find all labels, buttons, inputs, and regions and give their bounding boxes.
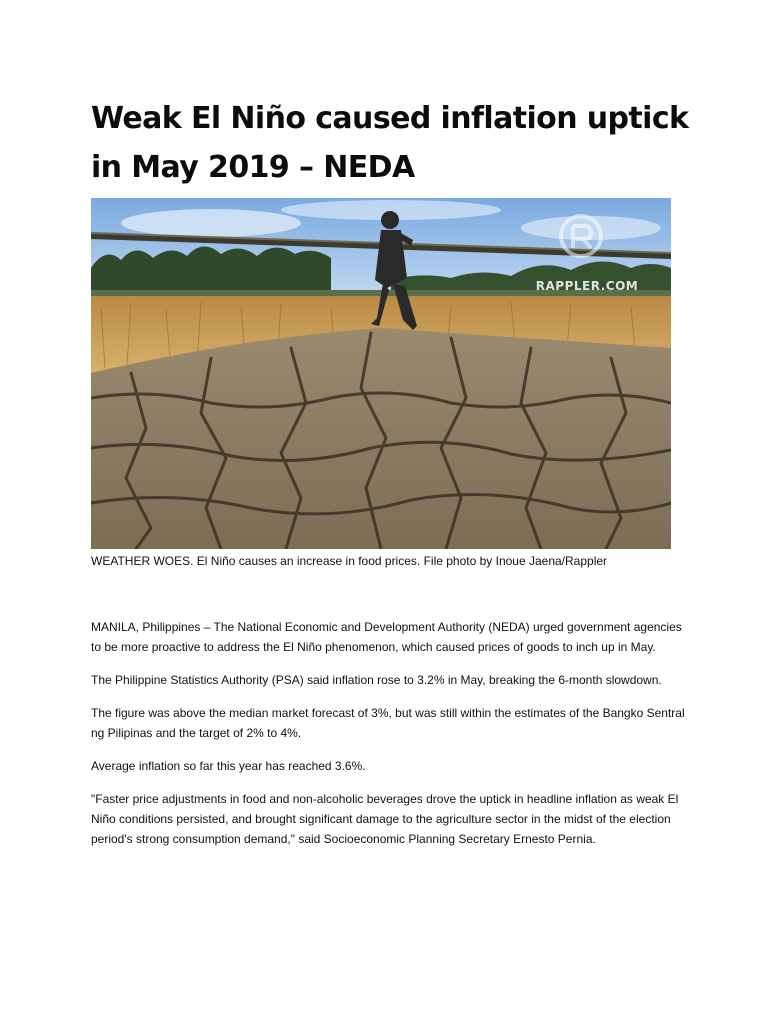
photo-caption: WEATHER WOES. El Niño causes an increase in food prices. File photo by Inoue Jaena/Rappler xyxy=(91,554,608,568)
article-paragraph: The figure was above the median market forecast of 3%, but was still within the estimates of the Bangko Sentral ng Pilipinas and the target of 2% to 4%. xyxy=(91,706,685,740)
article-paragraph: The Philippine Statistics Authority (PSA) said inflation rose to 3.2% in May, breaking the 6-month slowdown. xyxy=(91,673,662,687)
article-headline: Weak El Niño caused inflation uptick in May 2019 – NEDA xyxy=(91,101,689,185)
article-paragraph: "Faster price adjustments in food and non-alcoholic beverages drove the uptick in headline inflation as weak El Niño conditions persisted, and brought significant damage to the agriculture sector in the midst of the election period's strong consumption demand," said Socioeconomic Planning Secretary Ernesto Pernia. xyxy=(91,792,679,846)
article-paragraph: Average inflation so far this year has reached 3.6%. xyxy=(91,759,366,773)
photo-watermark: RAPPLER.COM xyxy=(535,279,639,293)
article-photo xyxy=(91,198,671,549)
article-body xyxy=(91,617,691,862)
dry-field-photo xyxy=(91,198,671,549)
article-paragraph: MANILA, Philippines – The National Economic and Development Authority (NEDA) urged government agencies to be more proactive to address the El Niño phenomenon, which caused prices of goods to inch up in May. xyxy=(91,620,682,654)
